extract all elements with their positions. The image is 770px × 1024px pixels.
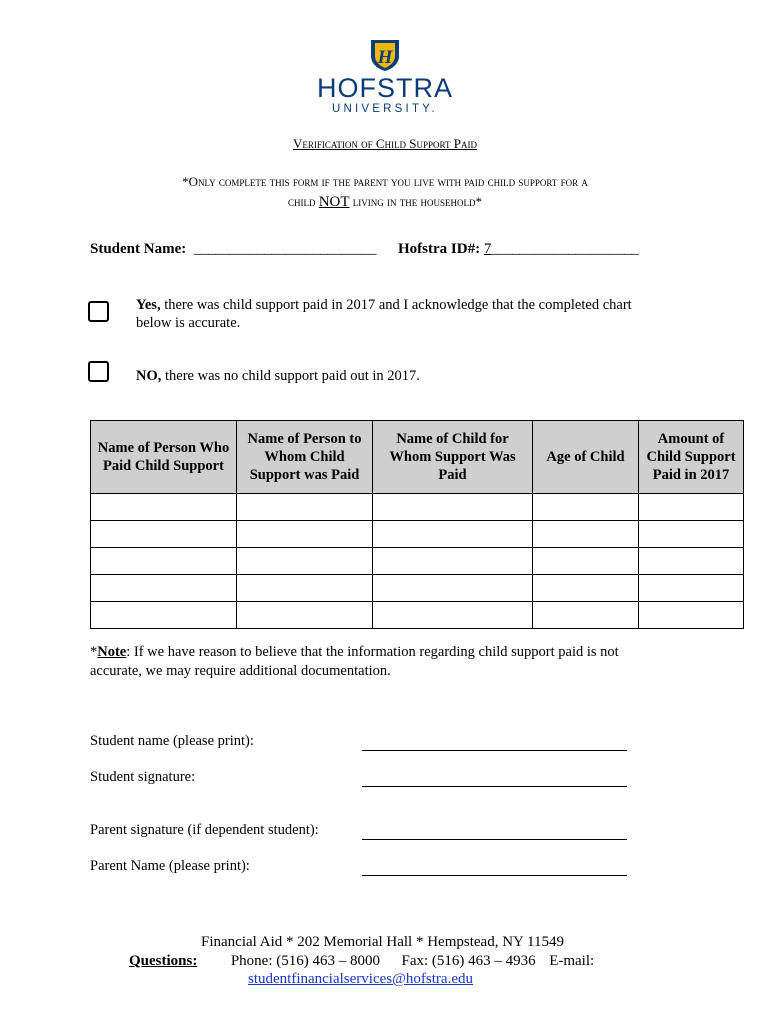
no-label: NO,: [136, 368, 162, 384]
logo-subtitle: UNIVERSITY.: [332, 103, 438, 115]
table-cell[interactable]: [373, 602, 533, 629]
table-row: [91, 575, 744, 602]
table-cell[interactable]: [639, 575, 744, 602]
notice-line-2-post: living in the household*: [352, 194, 483, 209]
table-cell[interactable]: [639, 548, 744, 575]
yes-option: [136, 296, 736, 332]
no-text: there was no child support paid out in 2017.: [165, 368, 420, 384]
table-cell[interactable]: [237, 602, 373, 629]
table-cell[interactable]: [373, 575, 533, 602]
header-child-name: Name of Child for Whom Support Was Paid: [373, 421, 533, 494]
table-cell[interactable]: [373, 494, 533, 521]
logo-wordmark: HOFSTRA: [316, 73, 453, 103]
yes-text-2: below is accurate.: [136, 315, 241, 331]
hofstra-id-label: Hofstra ID#: [398, 241, 476, 257]
no-option: [136, 367, 736, 385]
table-cell[interactable]: [237, 521, 373, 548]
table-cell[interactable]: [91, 521, 237, 548]
parent-signature-row: [90, 822, 740, 839]
child-support-table: [90, 420, 744, 629]
student-name-label: Student Name: [90, 241, 182, 257]
table-cell[interactable]: [639, 494, 744, 521]
notice-line-2-pre: child: [287, 194, 316, 209]
table-cell[interactable]: [533, 602, 639, 629]
table-cell[interactable]: [237, 548, 373, 575]
header-amount: Amount of Child Support Paid in 2017: [639, 421, 744, 494]
student-signature-label: Student signature:: [90, 769, 196, 785]
footer-fax: Fax: (516) 463 – 4936: [401, 953, 536, 969]
notice-line-1: *Only complete this form if the parent you live with paid child support for a: [182, 174, 588, 189]
form-notice: [0, 172, 770, 212]
footer-phone: Phone: (516) 463 – 8000: [230, 953, 381, 969]
footer-email-label: E-mail:: [549, 953, 595, 969]
hofstra-id-input[interactable]: _____________________: [491, 241, 639, 257]
table-cell[interactable]: [533, 575, 639, 602]
footer-email-row: [248, 970, 473, 989]
parent-name-print-line[interactable]: [362, 875, 627, 876]
student-signature-line[interactable]: [362, 786, 627, 787]
table-row: [91, 602, 744, 629]
parent-signature-label: Parent signature (if dependent student):: [90, 822, 319, 838]
note-prefix: *: [90, 644, 98, 660]
table-cell[interactable]: [373, 548, 533, 575]
note-text: : If we have reason to believe that the information regarding child support paid is not accurate, we may require additional documentation.: [90, 644, 619, 679]
table-cell[interactable]: [533, 521, 639, 548]
table-row: [91, 494, 744, 521]
header-child-age: Age of Child: [533, 421, 639, 494]
table-cell[interactable]: [639, 521, 744, 548]
table-cell[interactable]: [373, 521, 533, 548]
student-name-field: Student Name: __________________________: [90, 241, 377, 257]
notice-line-2: [0, 192, 770, 212]
table-header-row: [91, 421, 744, 494]
student-name-print-line[interactable]: [362, 750, 627, 751]
student-name-print-label: Student name (please print):: [90, 733, 254, 749]
notice-emphasis: NOT: [318, 194, 350, 210]
yes-checkbox[interactable]: [88, 301, 109, 322]
table-cell[interactable]: [533, 548, 639, 575]
student-signature-row: [90, 769, 740, 786]
table-cell[interactable]: [91, 602, 237, 629]
footer-address: Financial Aid * 202 Memorial Hall * Hempstead, NY 11549: [201, 934, 564, 950]
note-paragraph: [90, 643, 670, 681]
email-link[interactable]: studentfinancialservices@hofstra.edu: [248, 971, 473, 987]
table-cell[interactable]: [91, 494, 237, 521]
table-cell[interactable]: [91, 548, 237, 575]
table-cell[interactable]: [533, 494, 639, 521]
logo-badge-letter: H: [377, 47, 393, 68]
table-row: [91, 521, 744, 548]
hofstra-id-field: Hofstra ID#: 7_____________________: [398, 241, 639, 257]
header-payee: Name of Person to Whom Child Support was Paid: [237, 421, 373, 494]
table-row: [91, 548, 744, 575]
table-cell[interactable]: [237, 575, 373, 602]
form-title: Verification of Child Support Paid: [293, 136, 477, 151]
table-cell[interactable]: [237, 494, 373, 521]
questions-label: Questions:: [129, 953, 198, 969]
student-name-input[interactable]: __________________________: [194, 241, 377, 257]
header-payer: Name of Person Who Paid Child Support: [91, 421, 237, 494]
hofstra-id-prefix: 7: [483, 241, 492, 257]
hofstra-logo: [0, 38, 770, 116]
parent-signature-line[interactable]: [362, 839, 627, 840]
student-name-print-row: [90, 733, 740, 750]
parent-name-print-row: [90, 858, 740, 875]
footer-contact: [129, 952, 594, 971]
parent-name-print-label: Parent Name (please print):: [90, 858, 250, 874]
yes-label: Yes,: [136, 297, 161, 313]
yes-text-1: there was child support paid in 2017 and I acknowledge that the completed chart: [164, 297, 632, 313]
no-checkbox[interactable]: [88, 361, 109, 382]
table-cell[interactable]: [639, 602, 744, 629]
shield-icon: [369, 38, 401, 72]
note-label: Note: [97, 644, 127, 660]
table-cell[interactable]: [91, 575, 237, 602]
